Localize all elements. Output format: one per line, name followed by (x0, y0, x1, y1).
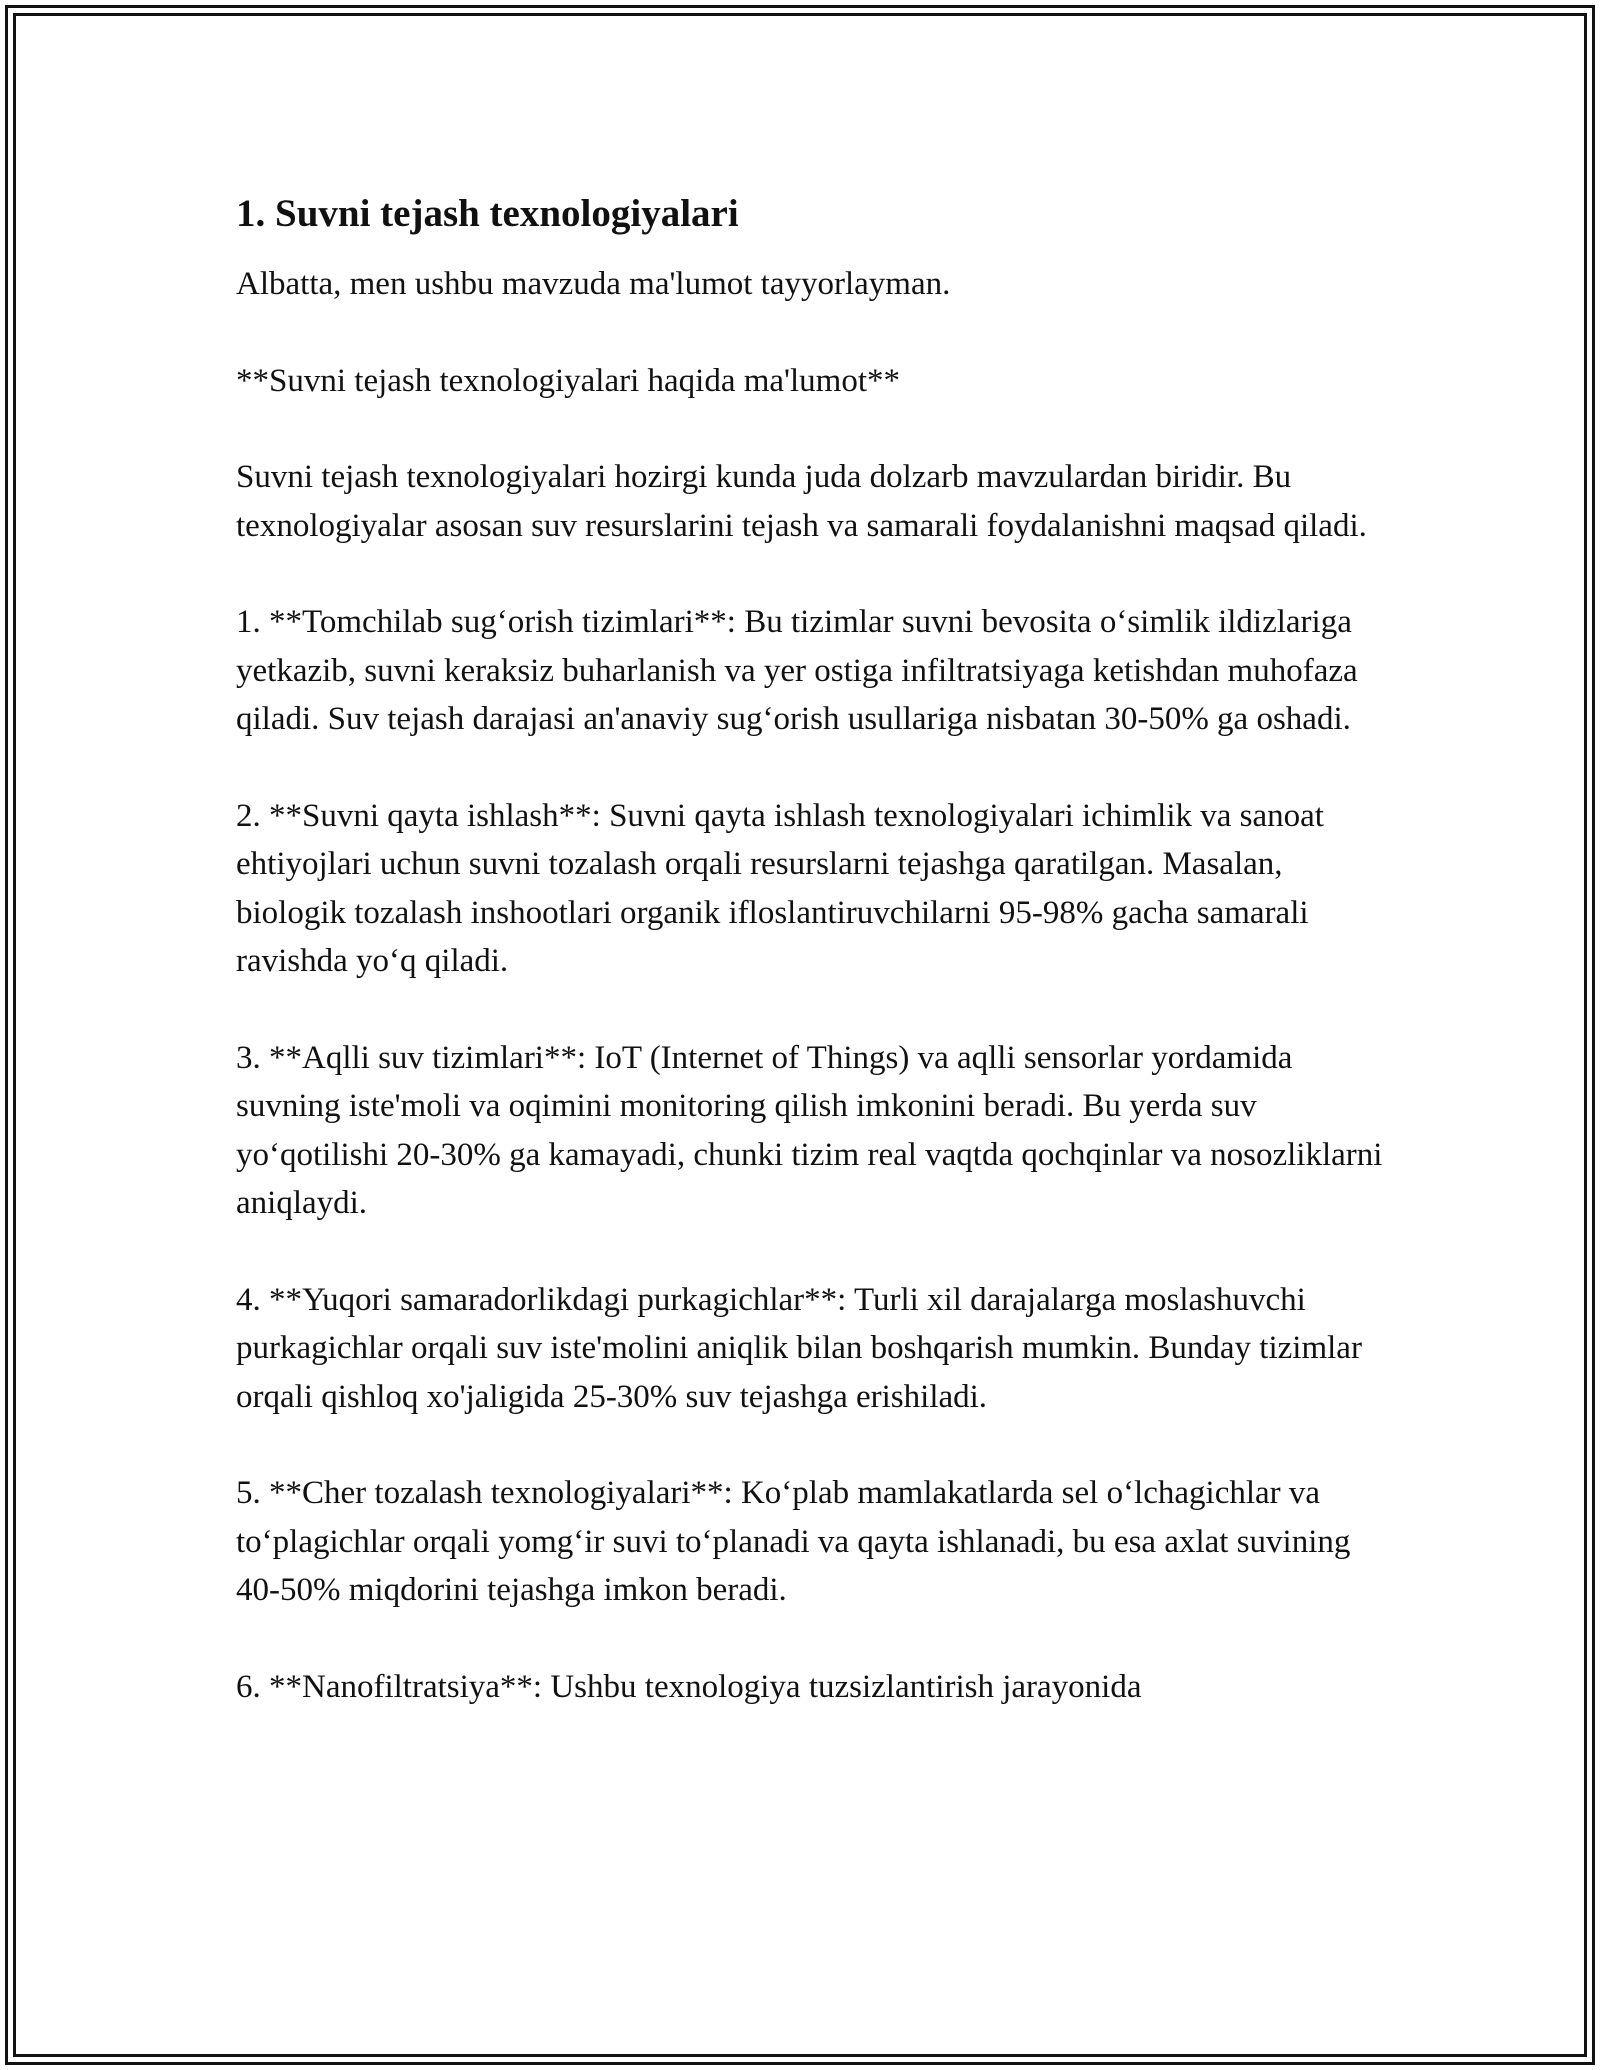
intro-paragraph: Albatta, men ushbu mavzuda ma'lumot tayyorlayman. (236, 266, 951, 302)
list-item-high-efficiency-sprinklers: 4. **Yuqori samaradorlikdagi purkagichlar**: Turli xil darajalarga moslashuvchi purkagichlar orqali suv iste'molini aniqlik bilan boshqarish mumkin. Bunday tizimlar orqali qishloq xo'jaligida 25-30% suv tejashga erishiladi. (236, 1281, 1362, 1415)
list-item-drip-irrigation: 1. **Tomchilab sug‘orish tizimlari**: Bu tizimlar suvni bevosita o‘simlik ildizlariga yetkazib, suvni keraksiz buharlanish va yer ostiga infiltratsiyaga ketishdan muhofaza qiladi. Suv tejash darajasi an'anaviy sug‘orish usullariga nisbatan 30-50% ga oshadi. (236, 604, 1358, 737)
list-item-nanofiltration: 6. **Nanofiltratsiya**: Ushbu texnologiya tuzsizlantirish jarayonida (236, 1668, 1142, 1705)
list-item-smart-water-systems: 3. **Aqlli suv tizimlari**: IoT (Internet of Things) va aqlli sensorlar yordamida suvning iste'moli va oqimini monitoring qilish imkonini beradi. Bu yerda suv yo‘qotilishi 20-30% ga kamayadi, chunki tizim real vaqtda qochqinlar va nosozliklarni aniqlaydi. (236, 1039, 1383, 1221)
list-item-water-recycling: 2. **Suvni qayta ishlash**: Suvni qayta ishlash texnologiyalari ichimlik va sanoat ehtiyojlari uchun suvni tozalash orqali resurslarni tejashga qaratilgan. Masalan, biologik tozalash inshootlari organik ifloslantiruvchilarni 95-98% gacha samarali ravishda yo‘q qiladi. (236, 797, 1324, 979)
document-title: 1. Suvni tejash texnologiyalari (236, 192, 739, 235)
list-item-rainwater-harvesting: 5. **Cher tozalash texnologiyalari**: Ko‘plab mamlakatlarda sel o‘lchagichlar va to‘plagichlar orqali yomg‘ir suvi to‘planadi va qayta ishlanadi, bu esa axlat suvining 40-50% miqdorini tejashga imkon beradi. (236, 1475, 1351, 1608)
section-heading-paragraph: **Suvni tejash texnologiyalari haqida ma'lumot** (236, 362, 900, 399)
overview-paragraph: Suvni tejash texnologiyalari hozirgi kunda juda dolzarb mavzulardan biridir. Bu texnologiyalar asosan suv resurslarini tejash va samarali foydalanishni maqsad qiladi. (236, 459, 1367, 544)
document-body (236, 188, 1396, 1711)
